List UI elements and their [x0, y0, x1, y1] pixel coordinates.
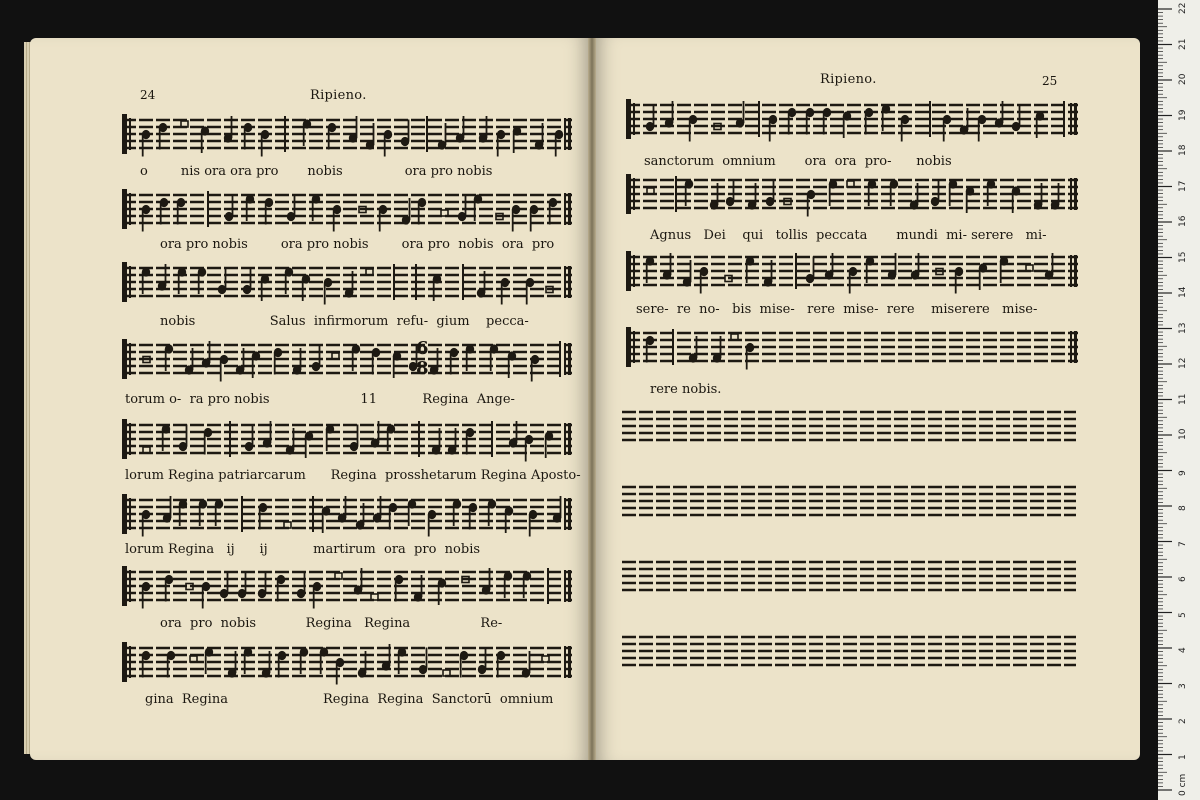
left-staff-1-stem: [373, 123, 375, 145]
left-staff-7-stem: [313, 587, 315, 609]
right-staff-1-stem: [672, 101, 674, 123]
right-staff-2-end-bar-thick: [1074, 178, 1077, 210]
right-staff-4-clef: [626, 327, 631, 367]
left-staff-1-stem: [231, 116, 233, 138]
right-staff-3-stem: [849, 272, 851, 294]
right-staff-2-stem: [733, 180, 735, 202]
left-staff-7-stem: [395, 580, 397, 602]
ruler-label: 6: [1178, 576, 1188, 582]
left-staff-4-stem: [192, 348, 194, 370]
left-staff-3-stem: [225, 268, 227, 290]
left-staff-7-end-bar-thick: [568, 570, 571, 602]
right-staff-1-stem: [1002, 101, 1004, 123]
right-lyric-line-3: sere- re no- bis mise- rere mise- rere miserere mise-: [636, 302, 1038, 317]
right-staff-1-stem: [1019, 105, 1021, 127]
left-staff-5-stem: [545, 436, 547, 458]
left-staff-8-stem: [398, 652, 400, 674]
left-staff-3-stem: [526, 283, 528, 305]
left-staff-8-clef-bar: [129, 646, 131, 678]
right-staff-3-stem: [746, 261, 748, 283]
left-staff-5-end-bar: [564, 423, 566, 455]
left-staff-6-stem: [380, 496, 382, 518]
left-staff-4-stem: [531, 360, 533, 382]
left-staff-4-end-bar: [564, 343, 566, 375]
right-staff-1-stem: [967, 108, 969, 130]
ruler-label: 3: [1178, 682, 1188, 689]
left-staff-6-end-bar-thick: [568, 498, 571, 530]
left-staff-6-stem: [529, 515, 531, 537]
left-staff-2-stem: [160, 203, 162, 225]
time-signature-upper: 6: [416, 338, 429, 359]
right-staff-2-stem: [987, 184, 989, 206]
left-lyric-line-5: lorum Regina patriarcarum Regina prosshetarum Regina Aposto-: [125, 468, 581, 483]
ruler-label: 11: [1178, 393, 1188, 405]
left-staff-8-stem: [300, 652, 302, 674]
left-staff-7-stem: [245, 572, 247, 594]
left-staff-1-clef: [122, 114, 127, 154]
left-staff-5-stem: [439, 428, 441, 450]
left-staff-1-stem: [555, 135, 557, 157]
left-lyric-line-8: gina Regina Regina Regina Sanctorū omnium: [145, 692, 554, 707]
right-staff-2-stem: [949, 184, 951, 206]
left-staff-7-stem: [142, 587, 144, 609]
left-staff-3-stem: [261, 279, 263, 301]
left-staff-1-stem: [513, 131, 515, 153]
left-staff-6-stem: [179, 504, 181, 526]
left-staff-7-end-bar: [564, 570, 566, 602]
left-staff-5-stem: [357, 425, 359, 447]
right-staff-4-stem: [646, 341, 648, 363]
right-staff-1-stem: [769, 120, 771, 142]
left-staff-5-stem: [516, 421, 518, 443]
left-staff-7-stem: [421, 575, 423, 597]
right-staff-1-stem: [743, 101, 745, 123]
left-staff-4-clef: [122, 339, 127, 379]
right-staff-1-stem: [882, 109, 884, 131]
left-staff-2-stem: [530, 210, 532, 232]
right-staff-2-stem: [1012, 191, 1014, 213]
ruler-label: 10: [1178, 428, 1188, 440]
left-staff-1-end-bar-thick: [568, 118, 571, 150]
left-staff-2-stem: [549, 203, 551, 225]
right-page-number: 25: [1042, 74, 1058, 88]
left-staff-4-stem: [508, 356, 510, 378]
left-staff-7-clef-bar: [129, 570, 131, 602]
left-staff-2-stem: [142, 210, 144, 232]
right-staff-3-stem: [700, 272, 702, 294]
left-staff-6-stem: [389, 508, 391, 530]
left-staff-1-stem: [486, 116, 488, 138]
left-staff-2-clef-bar: [129, 193, 131, 225]
left-staff-8-stem: [365, 651, 367, 673]
left-lyric-line-4: torum o- ra pro nobis 11 Regina Ange-: [125, 392, 515, 407]
left-staff-4-stem: [300, 348, 302, 370]
left-lyric-line-1: o nis ora ora pro nobis ora pro nobis: [140, 164, 493, 179]
left-staff-8-stem: [336, 663, 338, 685]
ruler-label: 7: [1178, 540, 1188, 547]
right-staff-4-stem: [720, 336, 722, 358]
right-staff-2-stem: [685, 184, 687, 206]
left-staff-4-clef-bar: [129, 343, 131, 375]
right-staff-3-end-bar: [1070, 255, 1072, 287]
ruler-label: 9: [1178, 469, 1188, 476]
right-staff-2-clef-bar: [633, 178, 635, 210]
left-staff-1-stem: [159, 128, 161, 150]
left-staff-2-stem: [409, 198, 411, 220]
left-staff-2-stem: [465, 195, 467, 217]
ruler-label: 14: [1178, 286, 1188, 298]
left-staff-7-stem: [227, 572, 229, 594]
left-staff-7-stem: [504, 576, 506, 598]
left-staff-5-stem: [252, 425, 254, 447]
left-staff-6-stem: [322, 511, 324, 533]
left-staff-1-stem: [244, 128, 246, 150]
left-staff-2-stem: [379, 210, 381, 232]
left-staff-4-stem: [319, 345, 321, 367]
left-staff-1-stem: [261, 135, 263, 157]
right-page-header: Ripieno.: [820, 72, 877, 87]
left-staff-1-stem: [142, 135, 144, 157]
left-staff-2-stem: [246, 199, 248, 221]
left-staff-3-stem: [302, 279, 304, 301]
left-staff-6-stem: [428, 515, 430, 537]
ruler-label: 8: [1178, 505, 1188, 511]
left-staff-1-stem: [542, 123, 544, 145]
right-staff-1-end-bar-thick: [1074, 103, 1077, 135]
left-staff-6-stem: [345, 496, 347, 518]
right-staff-3-end-bar-thick: [1074, 255, 1077, 287]
left-staff-3-stem: [433, 279, 435, 301]
left-staff-6-end-bar: [564, 498, 566, 530]
left-staff-5-stem: [162, 429, 164, 451]
left-staff-3-stem: [352, 271, 354, 293]
ruler-label: 15: [1178, 251, 1188, 263]
left-staff-6-clef: [122, 494, 127, 534]
left-page-number: 24: [140, 88, 156, 102]
left-staff-2-clef: [122, 189, 127, 229]
left-staff-7-stem: [361, 568, 363, 590]
right-staff-3-clef: [626, 251, 631, 291]
ruler-label: 18: [1178, 144, 1188, 156]
right-lyric-line-1: sanctorum omnium ora ora pro- nobis: [644, 154, 952, 169]
right-lyric-line-4: rere nobis.: [650, 382, 722, 397]
left-staff-8-clef: [122, 642, 127, 682]
ruler-label: 22: [1178, 2, 1188, 14]
left-staff-4-stem: [243, 348, 245, 370]
left-staff-5-clef-bar: [129, 423, 131, 455]
time-signature-lower: 8: [416, 358, 429, 379]
left-staff-3-clef-bar: [129, 266, 131, 298]
right-staff-3-stem: [646, 261, 648, 283]
left-staff-4-stem: [490, 349, 492, 371]
left-staff-1-stem: [328, 128, 330, 150]
ruler-label: 17: [1178, 180, 1188, 192]
left-staff-3-stem: [501, 283, 503, 305]
left-staff-2-end-bar: [564, 193, 566, 225]
left-staff-7-stem: [202, 587, 204, 609]
right-staff-3-stem: [670, 253, 672, 275]
right-staff-1-clef-bar: [633, 103, 635, 135]
left-staff-1-end-bar: [564, 118, 566, 150]
right-staff-1-stem: [943, 120, 945, 142]
left-staff-4-stem: [437, 348, 439, 370]
left-staff-7-stem: [489, 568, 491, 590]
left-staff-6-stem: [142, 515, 144, 537]
left-staff-2-stem: [177, 203, 179, 225]
left-staff-6-stem: [488, 504, 490, 526]
right-staff-3-stem: [895, 253, 897, 275]
left-staff-8-stem: [269, 651, 271, 673]
ruler-label: 19: [1178, 109, 1188, 121]
left-staff-3-end-bar-thick: [568, 266, 571, 298]
right-staff-2-stem: [773, 180, 775, 202]
left-staff-3-stem: [165, 264, 167, 286]
right-staff-1-stem: [689, 120, 691, 142]
left-staff-8-stem: [167, 656, 169, 678]
left-staff-4-stem: [165, 349, 167, 371]
left-staff-3-stem: [484, 271, 486, 293]
right-staff-3-stem: [813, 257, 815, 279]
left-staff-8-stem: [244, 652, 246, 674]
right-staff-1-stem: [978, 120, 980, 142]
left-page-header: Ripieno.: [310, 88, 367, 103]
right-staff-3-stem: [1000, 261, 1002, 283]
left-staff-6-stem: [199, 504, 201, 526]
right-staff-3-stem: [918, 253, 920, 275]
right-staff-1-stem: [1036, 116, 1038, 138]
left-staff-6-stem: [469, 508, 471, 530]
left-staff-2-stem: [232, 195, 234, 217]
left-staff-8-stem: [497, 656, 499, 678]
left-staff-8-stem: [142, 656, 144, 678]
left-staff-4-end-bar-thick: [568, 343, 571, 375]
left-staff-7-clef: [122, 566, 127, 606]
left-staff-1-stem: [303, 124, 305, 146]
left-staff-6-stem: [560, 496, 562, 518]
left-staff-5-end-bar-thick: [568, 423, 571, 455]
right-staff-1-stem: [901, 120, 903, 142]
right-staff-3-stem: [979, 268, 981, 290]
left-staff-6-stem: [408, 504, 410, 526]
left-staff-8-stem: [529, 651, 531, 673]
left-staff-4-stem: [393, 356, 395, 378]
right-staff-3-stem: [866, 261, 868, 283]
right-staff-2-stem: [917, 183, 919, 205]
left-staff-1-stem: [408, 120, 410, 142]
right-staff-2-end-bar: [1070, 178, 1072, 210]
left-staff-2-stem: [312, 199, 314, 221]
left-staff-6-stem: [170, 496, 172, 518]
right-staff-3-clef-bar: [633, 255, 635, 287]
right-staff-2-stem: [755, 183, 757, 205]
ruler-label: 20: [1178, 73, 1188, 85]
left-staff-5-stem: [525, 440, 527, 462]
left-staff-8-end-bar: [564, 646, 566, 678]
right-staff-2-stem: [717, 183, 719, 205]
left-staff-1-stem: [356, 116, 358, 138]
left-staff-1-clef-bar: [129, 118, 131, 150]
left-staff-4-stem: [252, 356, 254, 378]
left-staff-7-stem: [304, 572, 306, 594]
left-staff-4-stem: [220, 360, 222, 382]
left-staff-7-stem: [523, 576, 525, 598]
left-staff-8-stem: [426, 648, 428, 670]
left-staff-5-clef: [122, 419, 127, 459]
left-staff-1-stem: [384, 135, 386, 157]
right-staff-2-clef: [626, 174, 631, 214]
right-staff-1-stem: [865, 113, 867, 135]
right-staff-1-stem: [806, 113, 808, 135]
left-staff-6-stem: [453, 504, 455, 526]
left-staff-2-stem: [512, 210, 514, 232]
right-staff-2-stem: [1041, 183, 1043, 205]
ruler-label: 1: [1178, 753, 1188, 760]
left-lyric-line-2: ora pro nobis ora pro nobis ora pro nobis ora pro: [160, 237, 555, 252]
left-staff-6-stem: [505, 511, 507, 533]
left-staff-5-stem: [455, 428, 457, 450]
left-lyric-line-6: lorum Regina ij ij martirum ora pro nobis: [125, 542, 481, 557]
left-staff-4-stem: [209, 341, 211, 363]
left-lyric-line-3: nobis Salus infirmorum refu- gium pecca-: [160, 314, 529, 329]
left-staff-4-stem: [372, 353, 374, 375]
left-staff-7-stem: [265, 572, 267, 594]
left-staff-5-stem: [305, 436, 307, 458]
left-staff-5-stem: [466, 433, 468, 455]
ruler-label: 12: [1178, 357, 1188, 369]
left-staff-8-stem: [389, 644, 391, 666]
left-staff-3-clef: [122, 262, 127, 302]
left-staff-3-stem: [324, 283, 326, 305]
right-staff-1-stem: [823, 113, 825, 135]
left-staff-8-end-bar-thick: [568, 646, 571, 678]
left-staff-3-stem: [250, 268, 252, 290]
measurement-ruler: [1158, 0, 1200, 800]
right-staff-4-stem: [746, 348, 748, 370]
right-staff-2-stem: [890, 184, 892, 206]
left-staff-4-stem: [352, 349, 354, 371]
left-staff-2-stem: [265, 203, 267, 225]
ruler-label: 21: [1178, 38, 1188, 50]
right-staff-4-end-bar-thick: [1074, 331, 1077, 363]
left-staff-2-end-bar-thick: [568, 193, 571, 225]
left-staff-3-stem: [198, 272, 200, 294]
right-staff-2-stem: [966, 191, 968, 213]
right-staff-3-stem: [832, 253, 834, 275]
left-staff-8-stem: [205, 652, 207, 674]
left-staff-7-stem: [277, 580, 279, 602]
left-staff-5-stem: [186, 425, 188, 447]
right-staff-3-stem: [771, 260, 773, 282]
right-lyric-line-2: Agnus Dei qui tollis peccata mundi mi- serere mi-: [650, 228, 1047, 243]
left-staff-4-stem: [274, 353, 276, 375]
left-staff-6-stem: [363, 503, 365, 525]
right-staff-1-stem: [788, 113, 790, 135]
ruler-label: 4: [1178, 647, 1188, 653]
right-staff-1-clef: [626, 99, 631, 139]
left-staff-1-stem: [463, 116, 465, 138]
left-staff-3-end-bar: [564, 266, 566, 298]
ruler-label: 2: [1178, 718, 1188, 724]
left-staff-1-stem: [445, 123, 447, 145]
right-staff-3-stem: [955, 272, 957, 294]
left-staff-2-stem: [294, 195, 296, 217]
right-staff-2-stem: [868, 184, 870, 206]
right-staff-2-stem: [938, 180, 940, 202]
right-staff-2-stem: [807, 195, 809, 217]
left-staff-2-stem: [418, 203, 420, 225]
right-staff-2-stem: [1058, 183, 1060, 205]
left-staff-3-stem: [142, 272, 144, 294]
right-staff-4-end-bar: [1070, 331, 1072, 363]
left-staff-5-stem: [326, 429, 328, 451]
left-staff-3-stem: [285, 272, 287, 294]
left-staff-5-stem: [387, 429, 389, 451]
left-staff-5-stem: [378, 421, 380, 443]
right-staff-1-stem: [653, 105, 655, 127]
right-staff-1-end-bar: [1070, 103, 1072, 135]
left-staff-8-stem: [485, 648, 487, 670]
left-staff-1-stem: [201, 131, 203, 153]
right-staff-4-clef-bar: [633, 331, 635, 363]
left-staff-6-clef-bar: [129, 498, 131, 530]
left-lyric-line-7: ora pro nobis Regina Regina Re-: [160, 616, 503, 631]
left-staff-1-stem: [497, 135, 499, 157]
left-staff-6-stem: [259, 508, 261, 530]
left-staff-8-stem: [278, 656, 280, 678]
right-staff-4-stem: [696, 336, 698, 358]
left-staff-5-stem: [270, 421, 272, 443]
left-staff-4-stem: [450, 353, 452, 375]
ruler-label: 13: [1178, 322, 1188, 334]
left-staff-4-stem: [466, 349, 468, 371]
left-staff-5-stem: [293, 428, 295, 450]
right-staff-1-stem: [843, 116, 845, 138]
left-staff-8-stem: [235, 651, 237, 673]
left-staff-7-stem: [438, 583, 440, 605]
left-staff-2-stem: [474, 199, 476, 221]
left-staff-8-stem: [460, 656, 462, 678]
right-staff-2-stem: [829, 184, 831, 206]
ruler-label: 5: [1178, 611, 1188, 618]
ruler-label: 16: [1178, 215, 1188, 227]
right-staff-3-stem: [1052, 253, 1054, 275]
left-staff-8-stem: [320, 652, 322, 674]
left-staff-2-stem: [333, 210, 335, 232]
left-staff-5-stem: [204, 433, 206, 455]
left-staff-6-stem: [215, 504, 217, 526]
ruler-label-zero: 0 cm: [1178, 773, 1188, 796]
left-staff-7-stem: [165, 580, 167, 602]
left-staff-3-stem: [178, 272, 180, 294]
right-staff-3-stem: [690, 260, 692, 282]
